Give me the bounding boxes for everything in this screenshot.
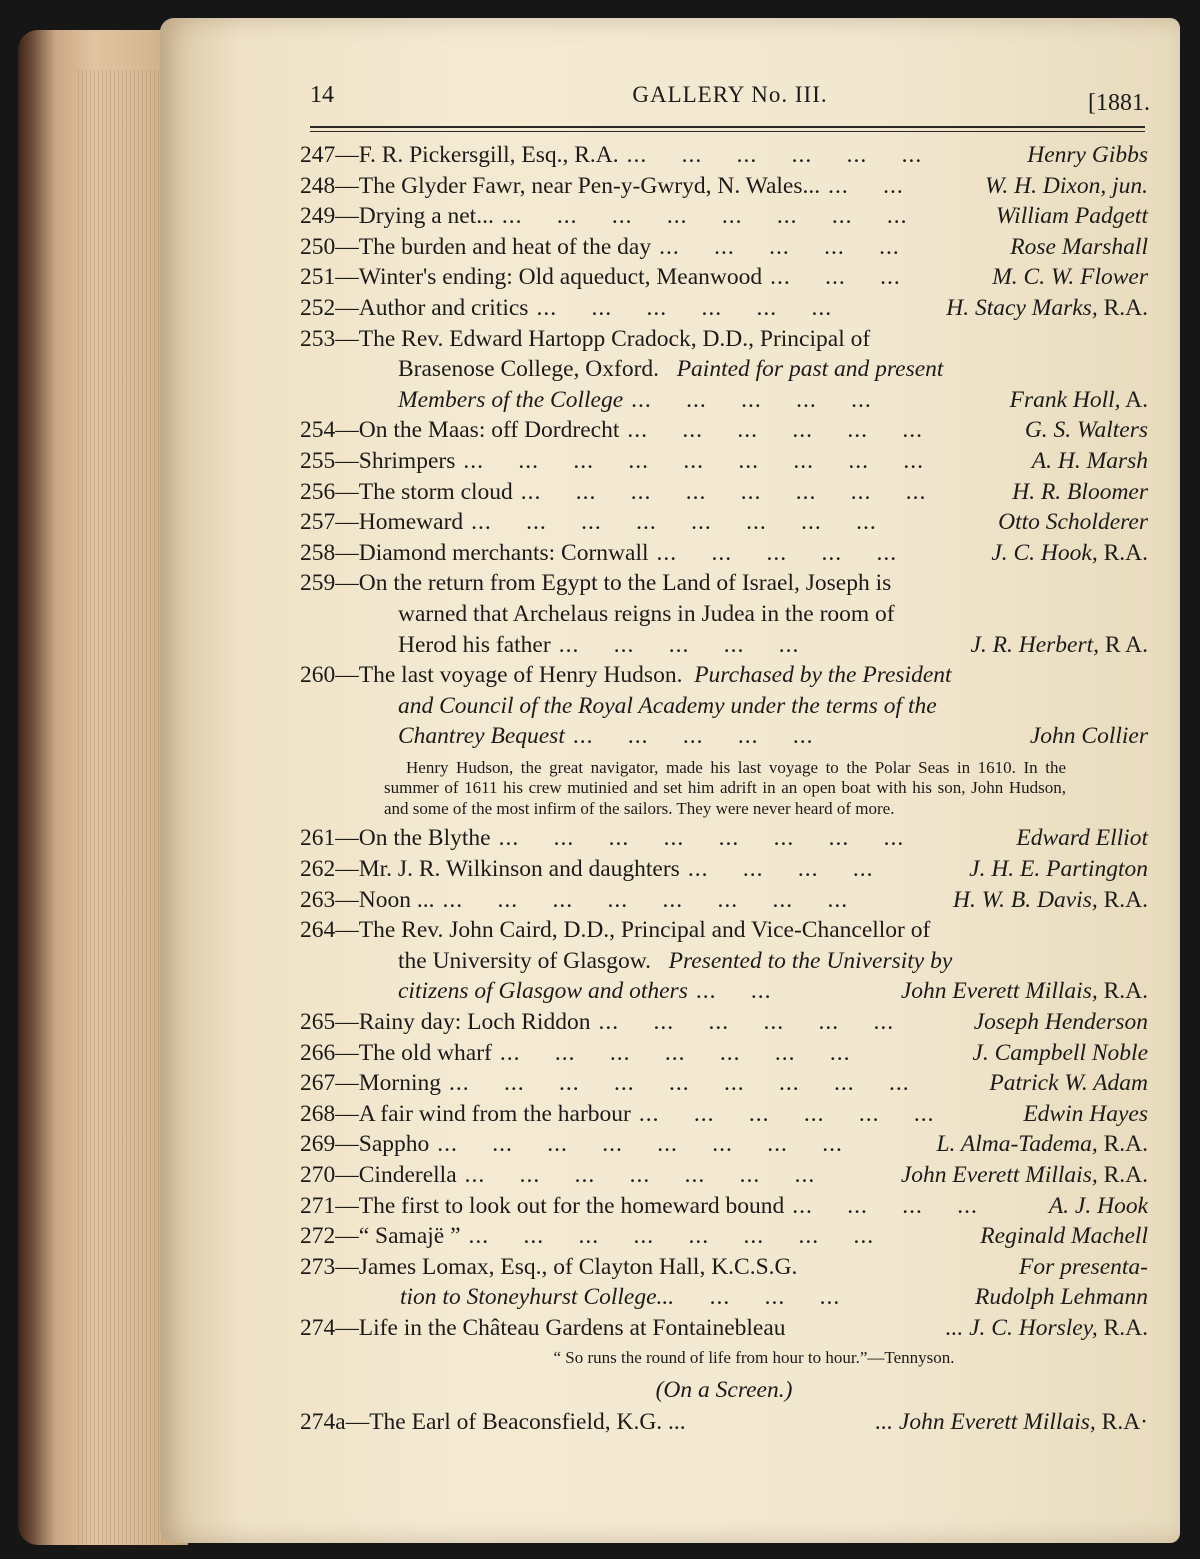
artist-name: J. Campbell Noble: [972, 1039, 1148, 1066]
gallery-title: GALLERY No. III.: [632, 82, 828, 107]
entry-title: A fair wind from the harbour: [358, 1100, 631, 1127]
entry-note-italic: Presented to the University by: [668, 947, 953, 974]
entry-260: 260—The last voyage of Henry Hudson. Purchased by the President: [300, 662, 952, 689]
entry-253-line3: Members of the College ... ... ... ... ... Frank Holl, A.: [398, 386, 1148, 413]
entry-title: The storm cloud: [358, 478, 513, 505]
artist-suffix: R.A.: [1097, 539, 1148, 566]
entry-number: 257: [300, 509, 336, 536]
entry-number: 254: [300, 417, 336, 444]
artist-name: Rudolph Lehmann: [975, 1284, 1148, 1311]
entry-title: Life in the Château Gardens at Fontainebleau: [358, 1314, 786, 1341]
entry-title-line: warned that Archelaus reigns in Judea in the room of: [398, 600, 895, 627]
page-number: 14: [310, 82, 334, 108]
artist-suffix: R.A.: [1097, 886, 1148, 913]
entry-260-footnote: Henry Hudson, the great navigator, made his last voyage to the Polar Seas in 1610. In the summer of 1611 his crew mutinied and set him adrift in an open boat with his son, John Hudson, and some of the most infirm of the sailors. They were never heard of more.: [384, 757, 1066, 818]
entry-title-line: James Lomax, Esq., of Clayton Hall, K.C.S.G.: [358, 1253, 798, 1280]
artist-name: John Everett Millais,: [900, 1161, 1098, 1188]
entry-270: 270—Cinderella ... ... ... ... ... ... ... John Everett Millais, R.A.: [300, 1160, 1148, 1191]
entry-274-quote: “ So runs the round of life from hour to hour.”—Tennyson.: [553, 1348, 955, 1368]
entry-259-line3: Herod his father ... ... ... ... ... J. R. Herbert, R A.: [398, 631, 1148, 658]
entry-number: 264: [300, 917, 336, 944]
entry-note-italic: and Council of the Royal Academy under the terms of the: [398, 692, 937, 719]
entry-253-line2: [300, 354, 1148, 385]
entry-title: The Earl of Beaconsfield, K.G. ...: [369, 1409, 686, 1436]
entry-260-line2: [300, 691, 1148, 722]
entry-273-line2: tion to Stoneyhurst College... ... ... ... Rudolph Lehmann: [400, 1284, 1148, 1311]
entry-title: Shrimpers: [358, 447, 456, 474]
catalogue-list: [300, 140, 1148, 1438]
entry-title: Mr. J. R. Wilkinson and daughters: [358, 855, 680, 882]
artist-name: H. Stacy Marks,: [946, 294, 1098, 321]
leader-dots: ... ... ... ... ... ... ...: [464, 1161, 816, 1188]
entry-note-italic: For presenta-: [1018, 1253, 1148, 1280]
artist-name: A. H. Marsh: [1031, 447, 1148, 474]
entry-257: 257—Homeward ... ... ... ... ... ... ... ... Otto Scholderer: [300, 507, 1148, 538]
entry-title-line: The Rev. Edward Hartopp Cradock, D.D., Principal of: [358, 325, 871, 352]
entry-number: 267: [300, 1070, 336, 1097]
artist-name: J. C. Horsley,: [969, 1314, 1098, 1341]
entry-number: 274a: [300, 1409, 346, 1436]
artist-suffix: R.A.: [1097, 294, 1148, 321]
entry-262: 262—Mr. J. R. Wilkinson and daughters ... ... ... ... J. H. E. Partington: [300, 854, 1148, 885]
leader-dots: ... ... ... ... ... ...: [627, 417, 923, 444]
artist-suffix: R A.: [1099, 631, 1148, 658]
entries-group-3: [300, 823, 1148, 915]
entry-title-line: Herod his father: [398, 631, 551, 658]
entry-title: “ Samajë ”: [358, 1223, 461, 1250]
entry-259-line2: [300, 599, 1148, 630]
artist-name: Otto Scholderer: [998, 509, 1148, 536]
artist-name: Henry Gibbs: [1027, 142, 1148, 168]
entry-263: 263—Noon ... ... ... ... ... ... ... ... ... H. W. B. Davis, R.A.: [300, 885, 1148, 916]
entries-group-4: [300, 1007, 1148, 1252]
artist-name: Frank Holl,: [1009, 386, 1121, 413]
artist-name: Rose Marshall: [1010, 233, 1148, 260]
entry-number: 259: [300, 570, 336, 597]
entry-number: 272: [300, 1223, 336, 1250]
entry-title: Winter's ending: Old aqueduct, Meanwood: [358, 264, 763, 291]
entry-number: 270: [300, 1161, 336, 1188]
entry-258: 258—Diamond merchants: Cornwall ... ... ... ... ... J. C. Hook, R.A.: [300, 538, 1148, 569]
leader-dots: ... ... ... ... ... ... ... ...: [471, 509, 877, 536]
leader-dots: ... ... ... ... ...: [659, 233, 900, 260]
entry-title: The old wharf: [358, 1039, 492, 1066]
on-a-screen-label: (On a Screen.): [655, 1377, 793, 1404]
entry-note-italic: Members of the College: [398, 386, 624, 413]
entry-255: 255—Shrimpers ... ... ... ... ... ... ... ... ... A. H. Marsh: [300, 446, 1148, 477]
entry-number: 265: [300, 1008, 336, 1035]
artist-name: Joseph Henderson: [973, 1008, 1148, 1035]
entry-number: 273: [300, 1253, 336, 1280]
entry-251: 251—Winter's ending: Old aqueduct, Meanwood ... ... ... M. C. W. Flower: [300, 262, 1148, 293]
entry-247: 247—F. R. Pickersgill, Esq., R.A. ... ... ... ... ... ... Henry Gibbs: [300, 140, 1148, 171]
entry-266: 266—The old wharf ... ... ... ... ... ... ... J. Campbell Noble: [300, 1038, 1148, 1069]
entry-title: Sappho: [358, 1131, 430, 1158]
entry-title: On the Maas: off Dordrecht: [358, 417, 620, 444]
entry-269: 269—Sappho ... ... ... ... ... ... ... ... L. Alma-Tadema, R.A.: [300, 1129, 1148, 1160]
entry-272: 272—“ Samajë ” ... ... ... ... ... ... ... ... Reginald Machell: [300, 1221, 1148, 1252]
entry-264-line3: citizens of Glasgow and others ... ... John Everett Millais, R.A.: [398, 978, 1148, 1005]
entry-number: 261: [300, 825, 336, 852]
entry-264: 264—The Rev. John Caird, D.D., Principal and Vice-Chancellor of: [300, 917, 931, 944]
entry-title: The Glyder Fawr, near Pen-y-Gwryd, N. Wales...: [358, 172, 821, 199]
entry-number: 262: [300, 855, 336, 882]
artist-suffix: R.A.: [1097, 1314, 1148, 1341]
artist-name: M. C. W. Flower: [992, 264, 1148, 291]
entry-title: The first to look out for the homeward bound: [358, 1192, 785, 1219]
entry-number: 266: [300, 1039, 336, 1066]
entry-number: 263: [300, 886, 336, 913]
header-rule: [310, 126, 1145, 128]
leader-dots: ... ...: [828, 172, 904, 199]
artist-name: W. H. Dixon, jun.: [985, 172, 1148, 199]
entry-265: 265—Rainy day: Loch Riddon ... ... ... ... ... ... Joseph Henderson: [300, 1007, 1148, 1038]
artist-name: A. J. Hook: [1048, 1192, 1148, 1219]
artist-suffix: A.: [1120, 386, 1148, 413]
entry-title: Morning: [358, 1070, 441, 1097]
entry-number: 269: [300, 1131, 336, 1158]
entry-number: 258: [300, 539, 336, 566]
entry-title: Noon ...: [358, 886, 435, 913]
entry-title: Diamond merchants: Cornwall: [358, 539, 649, 566]
entry-title: The burden and heat of the day: [358, 233, 652, 260]
entry-note-italic: tion to Stoneyhurst College...: [400, 1284, 675, 1311]
entry-number: 253: [300, 325, 336, 352]
entry-number: 260: [300, 662, 336, 689]
artist-name: J. C. Hook,: [991, 539, 1098, 566]
artist-suffix: R.A.: [1097, 1131, 1148, 1158]
entry-number: 251: [300, 264, 336, 291]
entry-title-line: Brasenose College, Oxford.: [398, 356, 660, 383]
entry-number: 250: [300, 233, 336, 260]
entry-title-line: The Rev. John Caird, D.D., Principal and Vice-Chancellor of: [358, 917, 931, 944]
entry-248: 248—The Glyder Fawr, near Pen-y-Gwryd, N. Wales... ... ... W. H. Dixon, jun.: [300, 171, 1148, 202]
entry-261: 261—On the Blythe ... ... ... ... ... ... ... ... Edward Elliot: [300, 823, 1148, 854]
leader-dots: ... ... ... ... ... ... ... ...: [437, 1131, 843, 1158]
artist-suffix: R.A·: [1095, 1409, 1148, 1436]
entry-title: Drying a net...: [358, 203, 494, 230]
entry-267: 267—Morning ... ... ... ... ... ... ... ... ... Patrick W. Adam: [300, 1068, 1148, 1099]
leader-dots: ... ... ... ... ... ... ... ... ...: [449, 1070, 910, 1097]
page-header: [310, 82, 1150, 122]
entry-title-line: the University of Glasgow.: [398, 947, 652, 974]
leader-dots: ... ... ... ... ... ...: [626, 142, 923, 168]
artist-name: Patrick W. Adam: [989, 1070, 1148, 1097]
entry-number: 271: [300, 1192, 336, 1219]
leader-dots: ... ... ... ...: [792, 1192, 978, 1219]
leader-dots: ... ... ... ... ...: [656, 539, 898, 566]
leader-dots: ... ... ... ... ... ...: [598, 1008, 895, 1035]
entry-title: Homeward: [358, 509, 464, 536]
entry-252: 252—Author and critics ... ... ... ... ... ... H. Stacy Marks, R.A.: [300, 293, 1148, 324]
entry-note-italic: Purchased by the President: [694, 662, 952, 689]
entry-number: 256: [300, 478, 336, 505]
leader-dots: ... ... ... ... ... ... ... ...: [498, 825, 905, 852]
leader-dots: ... ... ... ... ... ... ... ...: [468, 1223, 875, 1250]
entry-264-line2: [300, 946, 1148, 977]
leader-dots: ... ... ... ... ... ... ... ... ...: [463, 447, 924, 474]
leader-dots: ... ... ... ... ... ...: [638, 1100, 935, 1127]
artist-suffix: R.A.: [1097, 978, 1148, 1005]
entry-250: 250—The burden and heat of the day ... ... ... ... ... Rose Marshall: [300, 232, 1148, 263]
entry-260-line3: Chantrey Bequest ... ... ... ... ... John Collier: [398, 723, 1148, 750]
entry-number: 252: [300, 294, 336, 321]
artist-name: John Everett Millais,: [898, 1409, 1096, 1436]
artist-name: H. W. B. Davis,: [953, 886, 1098, 913]
entry-title: On the Blythe: [358, 825, 491, 852]
leader-dots: ... ... ... ...: [687, 855, 874, 882]
entry-268: 268—A fair wind from the harbour ... ... ... ... ... ... Edwin Hayes: [300, 1099, 1148, 1130]
artist-name: H. R. Bloomer: [1012, 478, 1148, 505]
artist-name: J. H. E. Partington: [969, 855, 1148, 882]
entry-274: 274—Life in the Château Gardens at Fontainebleau ... J. C. Horsley, R.A.: [300, 1314, 1148, 1341]
artist-suffix: R.A.: [1097, 1161, 1148, 1188]
leader-dots: ... ... ... ... ... ... ... ...: [501, 203, 908, 230]
leader-dots: ... ... ... ... ... ...: [536, 294, 833, 321]
leader-dots: ... ... ... ... ... ... ... ...: [442, 886, 849, 913]
entry-title: F. R. Pickersgill, Esq., R.A.: [358, 142, 619, 168]
artist-name: Edwin Hayes: [1023, 1100, 1148, 1127]
entry-note-italic: Chantrey Bequest: [398, 723, 565, 750]
entry-note-italic: Painted for past and present: [676, 356, 944, 383]
entries-group-2: [300, 415, 1148, 568]
entry-title: Cinderella: [358, 1161, 457, 1188]
leader-dots: ... ... ... ... ... ... ... ...: [520, 478, 927, 505]
entry-249: 249—Drying a net... ... ... ... ... ... ... ... ... William Padgett: [300, 201, 1148, 232]
artist-name: William Padgett: [995, 203, 1148, 230]
entry-273: 273—James Lomax, Esq., of Clayton Hall, K.C.S.G. For presenta-: [300, 1253, 1148, 1280]
artist-name: John Collier: [1029, 723, 1148, 750]
entry-number: 249: [300, 203, 336, 230]
leader-dots: ... ... ...: [770, 264, 901, 291]
entry-256: 256—The storm cloud ... ... ... ... ... ... ... ... H. R. Bloomer: [300, 477, 1148, 508]
artist-name: Reginald Machell: [980, 1223, 1148, 1250]
artist-name: John Everett Millais,: [900, 978, 1098, 1005]
entry-254: 254—On the Maas: off Dordrecht ... ... ... ... ... ... G. S. Walters: [300, 415, 1148, 446]
entry-number: 274: [300, 1314, 336, 1341]
entry-title: Rainy day: Loch Riddon: [358, 1008, 591, 1035]
leader-dots: ... ... ... ... ... ... ...: [499, 1039, 851, 1066]
artist-name: L. Alma-Tadema,: [936, 1131, 1098, 1158]
entries-group-1: [300, 140, 1148, 324]
artist-name: G. S. Walters: [1024, 417, 1148, 444]
entry-271: 271—The first to look out for the homeward bound ... ... ... ... A. J. Hook: [300, 1191, 1148, 1222]
header-rule-thin: [310, 131, 1145, 132]
artist-name: Edward Elliot: [1016, 825, 1148, 852]
entry-number: 255: [300, 447, 336, 474]
entry-title-line: The last voyage of Henry Hudson.: [358, 662, 683, 689]
entry-259: 259—On the return from Egypt to the Land of Israel, Joseph is: [300, 570, 892, 597]
catalogue-year: [1881.: [1088, 90, 1150, 116]
artist-name: J. R. Herbert,: [970, 631, 1100, 658]
entry-title-line: On the return from Egypt to the Land of Israel, Joseph is: [358, 570, 892, 597]
entry-title: Author and critics: [358, 294, 529, 321]
entry-number: 268: [300, 1100, 336, 1127]
entry-253: 253—The Rev. Edward Hartopp Cradock, D.D., Principal of: [300, 325, 871, 352]
entry-274a: 274a—The Earl of Beaconsfield, K.G. ... ... John Everett Millais, R.A·: [300, 1409, 1148, 1436]
entry-number: 247: [300, 142, 336, 168]
entry-number: 248: [300, 172, 336, 199]
entry-note-italic: citizens of Glasgow and others: [398, 978, 688, 1005]
